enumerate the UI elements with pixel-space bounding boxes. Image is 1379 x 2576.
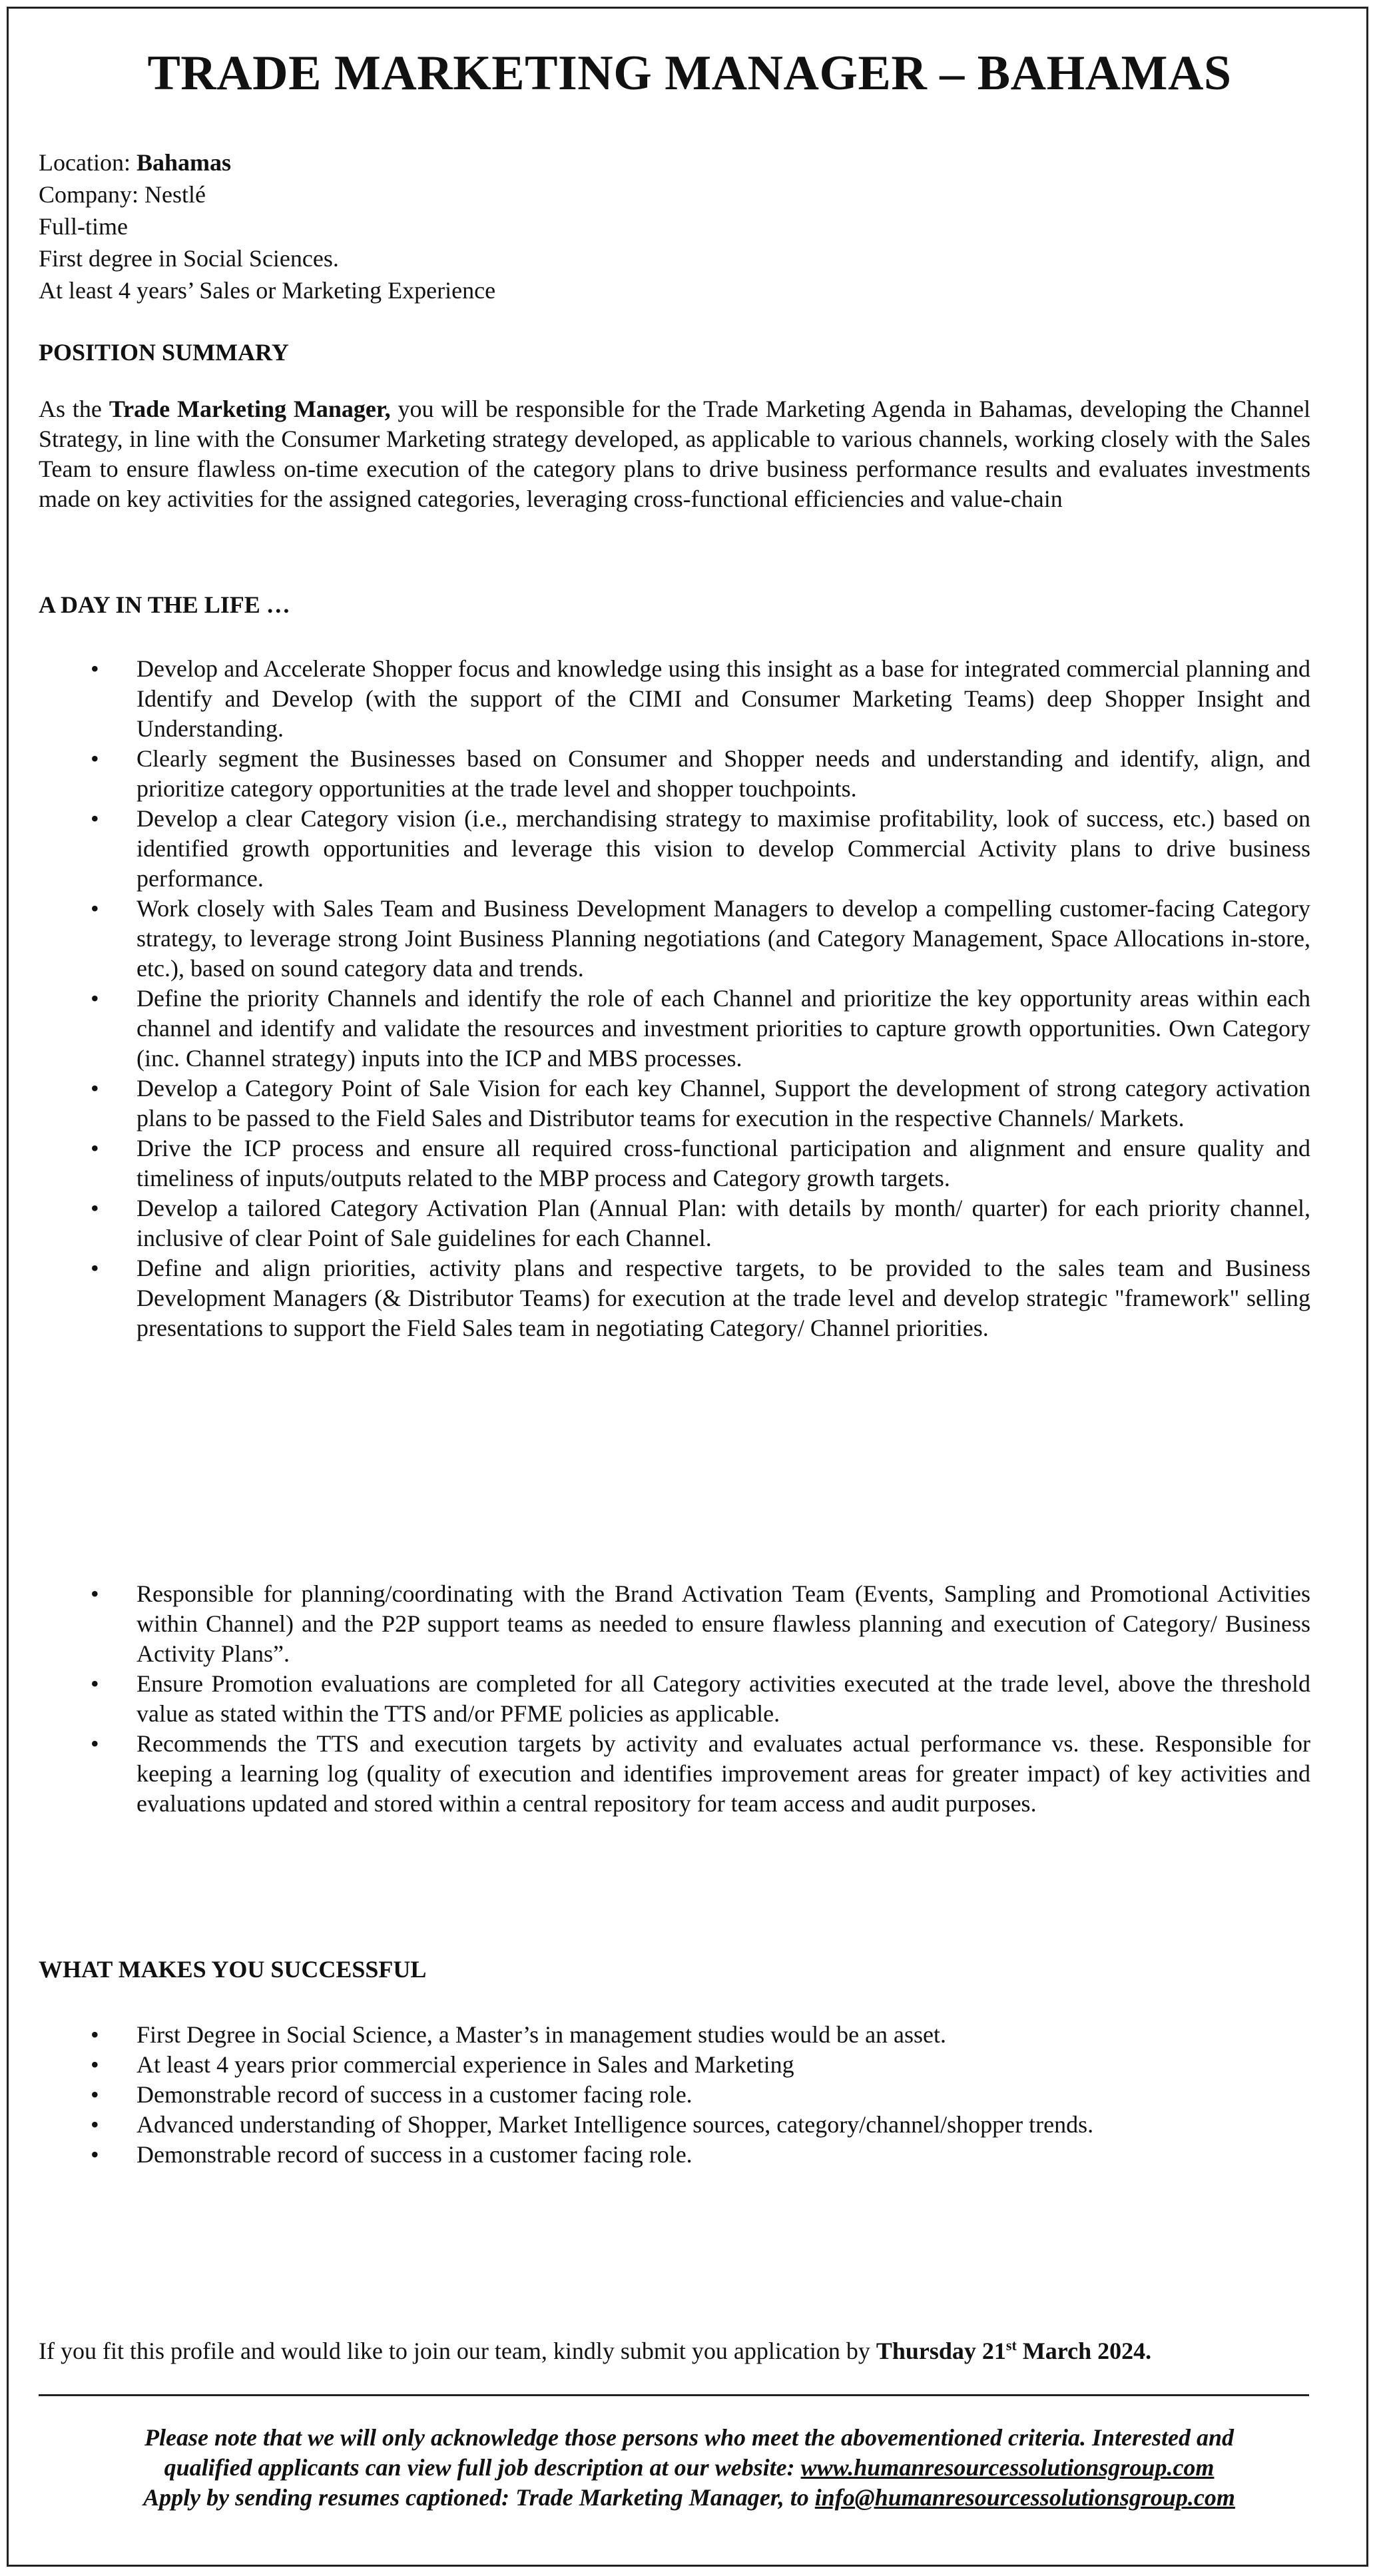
bullet-icon: •	[91, 655, 99, 682]
day-in-life-heading: A DAY IN THE LIFE …	[39, 591, 290, 618]
summary-intro: As the	[39, 396, 109, 422]
list-item-text: Demonstrable record of success in a customer facing role.	[137, 2081, 692, 2108]
list-item	[0, 1193, 1379, 1253]
employment-type: Full-time	[39, 213, 128, 240]
list-item	[0, 2080, 1379, 2110]
application-deadline	[39, 2335, 1337, 2367]
list-item-text: Develop and Accelerate Shopper focus and knowledge using this insight as a base for integrated commercial planning and Identify and Develop (with the support of the CIMI and Consumer Marketing Teams) deep Shopper Insight and Understanding.	[137, 655, 1310, 742]
list-item	[0, 1133, 1379, 1193]
website-link[interactable]: www.humanresourcessolutionsgroup.com	[800, 2454, 1215, 2481]
list-item-text: Drive the ICP process and ensure all required cross-functional participation and alignment and ensure quality and timeliness of inputs/outputs related to the MBP process and Category growth targets.	[137, 1135, 1310, 1191]
list-item-text: Develop a clear Category vision (i.e., merchandising strategy to maximise profitability, look of success, etc.) based on identified growth opportunities and leverage this vision to develop Commercial Activity plans to drive business performance.	[137, 805, 1310, 892]
bullet-icon: •	[91, 895, 99, 922]
bullet-icon: •	[91, 1670, 99, 1697]
list-item	[0, 1074, 1379, 1133]
list-item	[0, 744, 1379, 804]
degree-requirement: First degree in Social Sciences.	[39, 245, 339, 272]
summary-role: Trade Marketing Manager,	[109, 396, 391, 422]
deadline-suffix: st	[1005, 2337, 1017, 2354]
page-title: TRADE MARKETING MANAGER – BAHAMAS	[147, 46, 1232, 101]
experience-requirement: At least 4 years’ Sales or Marketing Experience	[39, 277, 496, 304]
location-line	[39, 147, 1344, 178]
day-in-life-list-continued	[0, 1579, 1379, 1819]
bullet-icon: •	[91, 1195, 99, 1221]
position-summary-heading: POSITION SUMMARY	[39, 339, 289, 366]
list-item-text: Advanced understanding of Shopper, Market Intelligence sources, category/channel/shopper trends.	[137, 2111, 1094, 2138]
list-item-text: Develop a Category Point of Sale Vision for each key Channel, Support the development of strong category activation plans to be passed to the Field Sales and Distributor teams for execution in the respective Channels/ Markets.	[137, 1075, 1310, 1131]
deadline-date	[876, 2338, 1151, 2364]
list-item	[0, 1669, 1379, 1729]
notice-line-3	[40, 2483, 1338, 2513]
position-summary-text	[39, 394, 1310, 514]
bullet-icon: •	[91, 1075, 99, 1102]
day-in-life-list	[0, 654, 1379, 1343]
deadline-rest: March 2024.	[1016, 2338, 1152, 2364]
list-item-text: Demonstrable record of success in a customer facing role.	[137, 2141, 692, 2168]
bullet-icon: •	[91, 2141, 99, 2168]
list-item	[0, 894, 1379, 984]
bullet-icon: •	[91, 985, 99, 1012]
list-item-text: Responsible for planning/coordinating with the Brand Activation Team (Events, Sampling and Promotional Activities within Channel) and the P2P support teams as needed to ensure flawless planning and execution of Category/ Business Activity Plans”.	[137, 1580, 1310, 1667]
summary-body: you will be responsible for the Trade Marketing Agenda in Bahamas, developing the Channel Strategy, in line with the Consumer Marketing strategy developed, as applicable to various channels, working closely with the Sales Team to ensure flawless on-time execution of the category plans to drive business performance results and evaluates investments made on key activities for the assigned categories, leveraging cross-functional efficiencies and value-chain	[39, 396, 1310, 512]
job-info	[39, 147, 1344, 306]
bullet-icon: •	[91, 1730, 99, 1757]
list-item	[0, 2020, 1379, 2050]
list-item-text: Define and align priorities, activity plans and respective targets, to be provided to the sales team and Business Development Managers (& Distributor Teams) for execution at the trade level and develop strategic "framework" selling presentations to support the Field Sales team in negotiating Category/ Channel priorities.	[137, 1255, 1310, 1341]
list-item-text: Ensure Promotion evaluations are completed for all Category activities executed at the trade level, above the threshold value as stated within the TTS and/or PFME policies as applicable.	[137, 1670, 1310, 1727]
list-item	[0, 1579, 1379, 1669]
list-item	[0, 2110, 1379, 2140]
notice-line-1: Please note that we will only acknowledge those persons who meet the abovementioned criteria. Interested and	[144, 2424, 1234, 2451]
bullet-icon: •	[91, 1255, 99, 1281]
list-item-text: First Degree in Social Science, a Master’s in management studies would be an asset.	[137, 2021, 947, 2048]
list-item	[0, 654, 1379, 744]
list-item-text: Develop a tailored Category Activation Plan (Annual Plan: with details by month/ quarter) for each priority channel, inclusive of clear Point of Sale guidelines for each Channel.	[137, 1195, 1310, 1251]
list-item-text: At least 4 years prior commercial experience in Sales and Marketing	[137, 2051, 794, 2078]
list-item	[0, 984, 1379, 1074]
bullet-icon: •	[91, 2081, 99, 2108]
bullet-icon: •	[91, 2111, 99, 2138]
notice-block	[40, 2423, 1338, 2513]
bullet-icon: •	[91, 1580, 99, 1607]
bullet-icon: •	[91, 2021, 99, 2048]
notice-line-2	[40, 2453, 1338, 2483]
list-item	[0, 1729, 1379, 1819]
deadline-day: Thursday 21	[876, 2338, 1006, 2364]
success-heading: WHAT MAKES YOU SUCCESSFUL	[39, 1956, 427, 1983]
bullet-icon: •	[91, 2051, 99, 2078]
bullet-icon: •	[91, 1135, 99, 1161]
list-item-text: Define the priority Channels and identify the role of each Channel and prioritize the key opportunity areas within each channel and identify and validate the resources and investment priorities to capture growth opportunities. Own Category (inc. Channel strategy) inputs into the ICP and MBS processes.	[137, 985, 1310, 1072]
list-item	[0, 1253, 1379, 1343]
list-item-text: Work closely with Sales Team and Business Development Managers to develop a compelling customer-facing Category strategy, to leverage strong Joint Business Planning negotiations (and Category Management, Space Allocations in-store, etc.), based on sound category data and trends.	[137, 895, 1310, 982]
divider	[39, 2394, 1309, 2396]
company-line: Company: Nestlé	[39, 181, 206, 208]
list-item-text: Recommends the TTS and execution targets by activity and evaluates actual performance vs. these. Responsible for keeping a learning log (quality of execution and identifies improvement areas for greater impact) of key activities and evaluations updated and stored within a central repository for team access and audit purposes.	[137, 1730, 1310, 1817]
list-item	[0, 804, 1379, 894]
success-list	[0, 2020, 1379, 2170]
list-item	[0, 2050, 1379, 2080]
bullet-icon: •	[91, 805, 99, 832]
list-item	[0, 2140, 1379, 2170]
list-item-text: Clearly segment the Businesses based on Consumer and Shopper needs and understanding and identify, align, and prioritize category opportunities at the trade level and shopper touchpoints.	[137, 745, 1310, 802]
bullet-icon: •	[91, 745, 99, 772]
location-label: Location:	[39, 149, 137, 176]
notice-website-text: qualified applicants can view full job description at our website:	[164, 2454, 801, 2481]
notice-email-text: Apply by sending resumes captioned: Trade Marketing Manager, to	[143, 2484, 815, 2511]
email-link[interactable]: info@humanresourcessolutionsgroup.com	[814, 2484, 1235, 2511]
location-value: Bahamas	[136, 149, 231, 176]
closing-text: If you fit this profile and would like to join our team, kindly submit you application by	[39, 2338, 876, 2364]
